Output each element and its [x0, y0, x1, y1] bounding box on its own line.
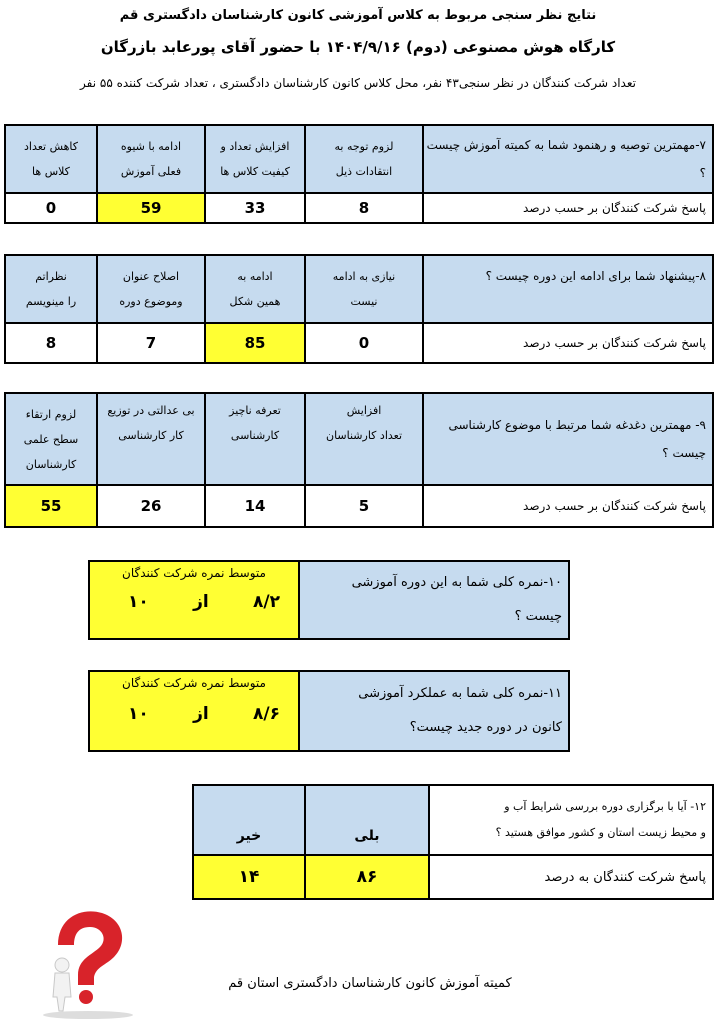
q10-table [88, 560, 570, 640]
q7-value-highlight: 59 [97, 193, 205, 223]
q7-option: افزایش تعداد و کیفیت کلاس ها [205, 125, 305, 193]
q11-question: ۱۱-نمره کلی شما به عملکرد آموزشی کانون در دوره جدید چیست؟ [299, 671, 569, 751]
q8-answer-label: پاسخ شرکت کنندگان بر حسب درصد [423, 323, 713, 363]
q8-value: 7 [97, 323, 205, 363]
q9-table [4, 392, 714, 528]
q12-no-label: خیر [193, 785, 305, 855]
q8-question: ۸-پیشنهاد شما برای ادامه این دوره چیست ؟ [423, 255, 713, 323]
q7-option: لزوم توجه به انتقادات ذیل [305, 125, 423, 193]
q10-question: ۱۰-نمره کلی شما به این دوره آموزشی چیست ؟ [299, 561, 569, 639]
q10-average-title: متوسط نمره شرکت کنندگان [122, 566, 266, 580]
q9-value: 5 [305, 485, 423, 527]
q8-option: ادامه به همین شکل [205, 255, 305, 323]
q9-question: ۹- مهمترین دغدغه شما مرتبط با موضوع کارشناسی چیست ؟ [423, 393, 713, 485]
q11-average-title: متوسط نمره شرکت کنندگان [122, 676, 266, 690]
q8-option: نیازی به ادامه نیست [305, 255, 423, 323]
q7-table [4, 124, 714, 224]
q9-value: 14 [205, 485, 305, 527]
q8-option: اصلاح عنوان وموضوع دوره [97, 255, 205, 323]
q7-value: 0 [5, 193, 97, 223]
q12-question: ۱۲- آیا با برگزاری دوره بررسی شرایط آب و و محیط زیست استان و کشور موافق هستید ؟ [429, 785, 713, 855]
question-mark-figure-icon [30, 905, 140, 1020]
q10-average-box [89, 561, 299, 639]
q11-average-box [89, 671, 299, 751]
q7-value: 33 [205, 193, 305, 223]
q8-table [4, 254, 714, 364]
q7-answer-label: پاسخ شرکت کنندگان بر حسب درصد [423, 193, 713, 223]
q7-value: 8 [305, 193, 423, 223]
q11-table [88, 670, 570, 752]
q7-option: کاهش تعداد کلاس ها [5, 125, 97, 193]
q11-of: از [193, 704, 209, 724]
q12-yes-value: ۸۶ [305, 855, 429, 899]
q9-option: تعرفه ناچیز کارشناسی [205, 393, 305, 485]
q9-answer-label: پاسخ شرکت کنندگان بر حسب درصد [423, 485, 713, 527]
q12-answer-label: پاسخ شرکت کنندگان به درصد [429, 855, 713, 899]
q12-table [192, 784, 714, 900]
participants-info: تعداد شرکت کنندگان در نظر سنجی۴۳ نفر، محل کلاس کانون کارشناسان دادگستری ، تعداد شرکت کننده ۵۵ نفر [80, 76, 636, 90]
q9-option: بی عدالتی در توزیع کار کارشناسی [97, 393, 205, 485]
q8-value: 8 [5, 323, 97, 363]
report-title: نتایج نظر سنجی مربوط به کلاس آموزشی کانون کارشناسان دادگستری قم [119, 8, 597, 23]
q9-value-highlight: 55 [5, 485, 97, 527]
q10-score: ۸/۲ [253, 592, 280, 612]
q7-question: ۷-مهمترین توصیه و رهنمود شما به کمیته آموزش چیست ؟ [423, 125, 713, 193]
q10-of: از [193, 592, 209, 612]
q12-no-value: ۱۴ [193, 855, 305, 899]
q9-option: افزایش تعداد کارشناسان [305, 393, 423, 485]
workshop-title: کارگاه هوش مصنوعی (دوم) ۱۴۰۴/۹/۱۶ با حضور آقای پورعابد بازرگان [100, 38, 616, 56]
q12-yes-label: بلی [305, 785, 429, 855]
q8-value: 0 [305, 323, 423, 363]
q10-max: ۱۰ [128, 592, 149, 612]
q11-score: ۸/۶ [253, 704, 280, 724]
q7-option: ادامه با شیوه فعلی آموزش [97, 125, 205, 193]
q11-max: ۱۰ [128, 704, 149, 724]
q8-value-highlight: 85 [205, 323, 305, 363]
q9-value: 26 [97, 485, 205, 527]
q8-option: نظراتم را مینویسم [5, 255, 97, 323]
q9-option: لزوم ارتقاء سطح علمی کارشناسان [5, 393, 97, 485]
footer-committee: کمیته آموزش کانون کارشناسان دادگستری استان قم [228, 976, 512, 991]
